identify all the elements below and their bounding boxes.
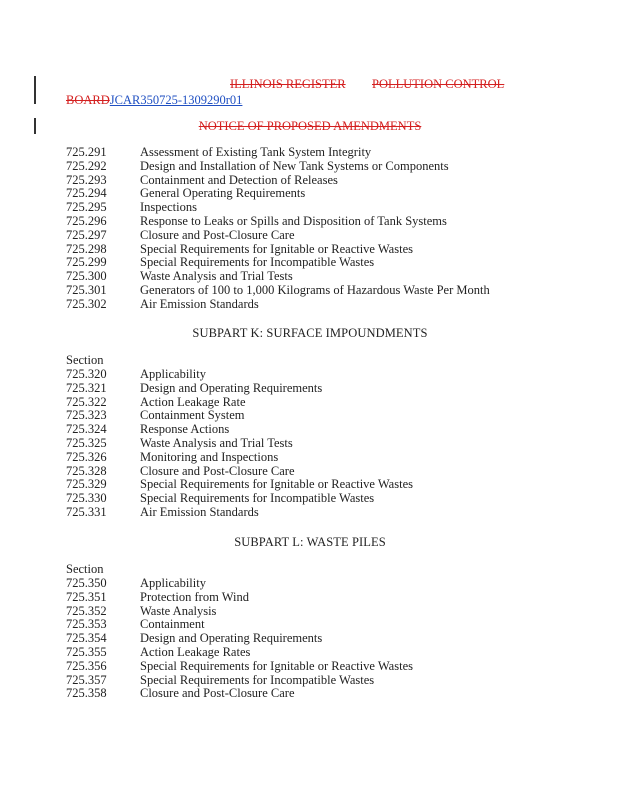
- section-number: 725.323: [66, 408, 107, 423]
- section-number: 725.329: [66, 477, 107, 492]
- board-name-deleted: POLLUTION CONTROL: [372, 77, 505, 91]
- section-number: 725.358: [66, 686, 107, 701]
- section-title: Special Requirements for Ignitable or Reactive Wastes: [140, 241, 413, 256]
- section-number: 725.357: [66, 672, 107, 687]
- section-number: 725.299: [66, 255, 107, 270]
- section-title: Special Requirements for Ignitable or Reactive Wastes: [140, 477, 413, 492]
- section-title: Inspections: [140, 200, 197, 215]
- section-title: General Operating Requirements: [140, 186, 306, 201]
- section-title: Applicability: [140, 367, 206, 381]
- subpart-k-heading: SUBPART K: SURFACE IMPOUNDMENTS: [192, 326, 428, 340]
- section-number: 725.355: [66, 644, 107, 659]
- section-number: 725.350: [66, 576, 107, 590]
- section-title: Containment: [140, 617, 205, 632]
- section-title: Special Requirements for Incompatible Wastes: [140, 491, 375, 506]
- section-number: 725.353: [66, 617, 107, 632]
- section-number: 725.324: [66, 422, 107, 437]
- section-title: Assessment of Existing Tank System Integrity: [140, 145, 372, 159]
- section-title: Applicability: [140, 576, 206, 590]
- section-number: 725.328: [66, 463, 107, 478]
- section-number: 725.356: [66, 658, 107, 673]
- page-header: [0, 77, 620, 93]
- jcar-code-inserted: JCAR350725-1309290r01: [109, 93, 243, 107]
- board-name-deleted-cont: BOARD: [66, 93, 110, 107]
- section-label: Section: [66, 562, 104, 576]
- notice-heading: [0, 119, 620, 134]
- register-title-deleted: ILLINOIS REGISTER: [230, 77, 346, 91]
- section-title: Air Emission Standards: [140, 504, 259, 519]
- section-number: 725.322: [66, 394, 107, 409]
- section-title: Containment System: [140, 408, 245, 423]
- notice-deleted: NOTICE OF PROPOSED AMENDMENTS: [198, 119, 422, 133]
- section-number: 725.292: [66, 158, 107, 173]
- section-title: Closure and Post-Closure Care: [140, 686, 295, 701]
- section-title: Waste Analysis and Trial Tests: [140, 435, 293, 450]
- section-title: Action Leakage Rate: [140, 394, 246, 409]
- section-title: Response Actions: [140, 422, 230, 437]
- section-number: 725.351: [66, 589, 107, 604]
- section-number: 725.352: [66, 603, 107, 618]
- section-label: Section: [66, 353, 104, 367]
- section-number: 725.354: [66, 631, 107, 646]
- section-title: Design and Operating Requirements: [140, 631, 323, 646]
- section-title: Design and Operating Requirements: [140, 380, 323, 395]
- section-title: Closure and Post-Closure Care: [140, 463, 295, 478]
- section-title: Containment and Detection of Releases: [140, 172, 338, 187]
- section-number: 725.326: [66, 449, 107, 464]
- section-number: 725.331: [66, 504, 107, 519]
- section-number: 725.291: [66, 145, 107, 159]
- section-title: Special Requirements for Incompatible Wastes: [140, 255, 375, 270]
- section-number: 725.320: [66, 367, 107, 381]
- section-title: Design and Installation of New Tank Systems or Components: [140, 158, 449, 173]
- section-title: Response to Leaks or Spills and Disposition of Tank Systems: [140, 213, 447, 228]
- section-title: Air Emission Standards: [140, 296, 259, 311]
- section-title: Monitoring and Inspections: [140, 449, 279, 464]
- page-header-line2: [66, 93, 242, 108]
- section-title: Closure and Post-Closure Care: [140, 227, 295, 242]
- section-number: 725.295: [66, 200, 107, 215]
- section-title: Special Requirements for Ignitable or Reactive Wastes: [140, 658, 413, 673]
- section-number: 725.325: [66, 435, 107, 450]
- section-title: Special Requirements for Incompatible Wastes: [140, 672, 375, 687]
- section-title: Action Leakage Rates: [140, 644, 251, 659]
- section-number: 725.330: [66, 491, 107, 506]
- section-number: 725.300: [66, 269, 107, 284]
- subpart-l-heading: SUBPART L: WASTE PILES: [234, 535, 386, 549]
- section-number: 725.297: [66, 227, 107, 242]
- section-number: 725.302: [66, 296, 107, 311]
- section-number: 725.301: [66, 282, 107, 297]
- section-number: 725.294: [66, 186, 107, 201]
- section-number: 725.321: [66, 380, 107, 395]
- section-number: 725.296: [66, 213, 107, 228]
- section-number: 725.298: [66, 241, 107, 256]
- section-title: Generators of 100 to 1,000 Kilograms of Hazardous Waste Per Month: [140, 282, 490, 297]
- section-title: Waste Analysis and Trial Tests: [140, 269, 293, 284]
- section-title: Protection from Wind: [140, 589, 249, 604]
- section-number: 725.293: [66, 172, 107, 187]
- section-title: Waste Analysis: [140, 603, 217, 618]
